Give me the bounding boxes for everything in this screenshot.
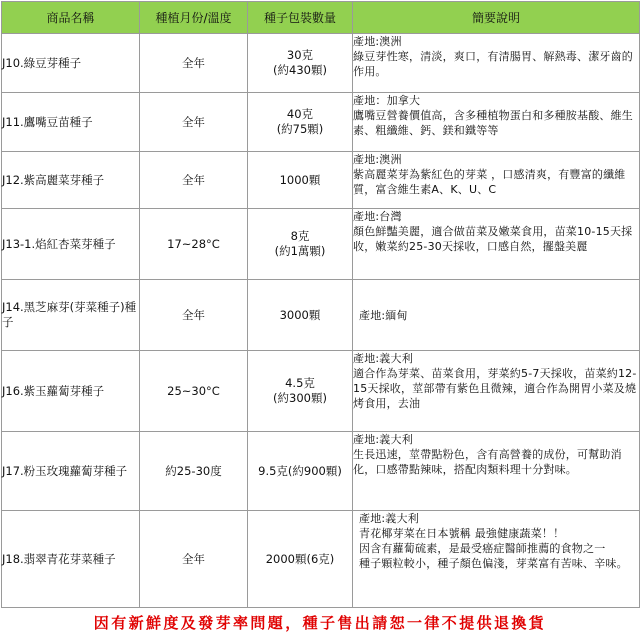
product-description: 產地:台灣 顏色鮮豔美麗，適合做苗菜及嫩菜食用，苗菜10-15天採收，嫩菜約25-30天採收，口感自然，擺盤美麗 [353,209,640,280]
product-name: J18.翡翠青花芽菜種子 [2,511,140,608]
product-description: 產地:義大利 生長迅速，莖帶點粉色，含有高營養的成份，可幫助消化，口感帶點辣味，搭配肉類料理十分對味。 [353,432,640,511]
planting-month: 17~28°C [140,209,248,280]
planting-month: 全年 [140,34,248,93]
quantity-line: (約300顆) [273,391,327,405]
quantity-line: 30克 [286,48,314,62]
quantity-line: (約1萬顆) [274,244,326,258]
package-quantity [248,280,353,351]
product-description: 產地:澳洲 綠豆芽性寒，清淡，爽口，有清腸胃、解熱毒、潔牙齒的作用。 [353,34,640,93]
quantity-line: (約430顆) [273,63,327,77]
planting-month: 全年 [140,152,248,209]
quantity-line: 40克 [286,107,314,121]
table-row [2,280,640,351]
product-name: J10.綠豆芽種子 [2,34,140,93]
table-row [2,34,640,93]
product-name: J11.鷹嘴豆苗種子 [2,93,140,152]
seed-table [1,1,640,608]
package-quantity [248,93,353,152]
table-header-row [2,2,640,34]
quantity-line: 9.5克(約900顆) [258,463,342,478]
product-description: 產地:義大利 青花椰芽菜在日本號稱 最強健康蔬菜！！ 因含有蘿蔔硫素，是最受癌症醫師推薦的食物之一 種子顆粒較小，種子顏色偏淺，芽菜富有苦味、辛味。 [353,511,640,608]
header-description: 簡要說明 [353,2,640,34]
quantity-line: 8克 [290,229,310,243]
quantity-line: (約75顆) [276,122,324,136]
quantity-line: 1000顆 [279,172,321,187]
planting-month: 25~30°C [140,351,248,432]
planting-month: 約25-30度 [140,432,248,511]
table-row [2,152,640,209]
product-name: J17.粉玉玫瑰蘿蔔芽種子 [2,432,140,511]
quantity-line: 2000顆(6克) [265,551,335,566]
header-planting-month: 種植月份/溫度 [140,2,248,34]
package-quantity [248,152,353,209]
table-row [2,432,640,511]
planting-month: 全年 [140,511,248,608]
product-name: J14.黑芝麻芽(芽菜種子)種子 [2,280,140,351]
no-return-notice: 因有新鮮度及發芽率問題，種子售出請恕一律不提供退換貨 [93,614,547,632]
quantity-line: 4.5克 [285,376,315,390]
package-quantity [248,351,353,432]
package-quantity [248,511,353,608]
planting-month: 全年 [140,93,248,152]
product-description: 產地:緬甸 [353,280,640,351]
table-row [2,93,640,152]
product-name: J13-1.焰紅杏菜芽種子 [2,209,140,280]
product-description: 產地:澳洲 紫高麗菜芽為紫紅色的芽菜 ，口感清爽，有豐富的纖維 質，富含維生素A、K、U、C [353,152,640,209]
product-description: 產地:義大利 適合作為芽菜、苗菜食用，芽菜約5-7天採收，苗菜約12-15天採收，莖部帶有紫色且微辣，適合作為開胃小菜及燒烤食用，去油 [353,351,640,432]
header-package-quantity: 種子包裝數量 [248,2,353,34]
table-row [2,209,640,280]
quantity-line: 3000顆 [279,307,321,322]
product-name: J16.紫玉蘿蔔芽種子 [2,351,140,432]
product-name: J12.紫高麗菜芽種子 [2,152,140,209]
package-quantity [248,34,353,93]
package-quantity [248,209,353,280]
table-row [2,351,640,432]
product-description: 產地：加拿大 鷹嘴豆營養價值高，含多種植物蛋白和多種胺基酸、維生素、粗纖維、鈣、鎂和鐵等等 [353,93,640,152]
planting-month: 全年 [140,280,248,351]
package-quantity [248,432,353,511]
table-row [2,511,640,608]
header-product-name: 商品名稱 [2,2,140,34]
